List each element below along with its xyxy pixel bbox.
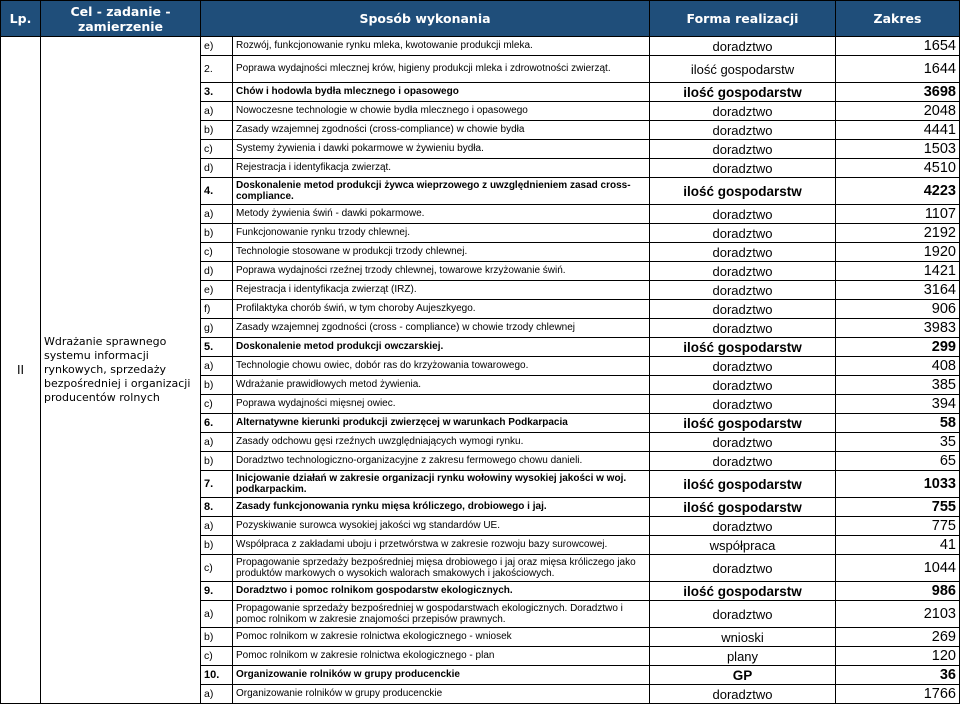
item-value: 299 <box>836 338 960 357</box>
item-description: Doskonalenie metod produkcji owczarskiej. <box>233 338 650 357</box>
item-form: doradztwo <box>650 319 836 338</box>
item-form: doradztwo <box>650 281 836 300</box>
item-number: 10. <box>201 666 233 685</box>
item-form: doradztwo <box>650 452 836 471</box>
item-value: 385 <box>836 376 960 395</box>
item-form: doradztwo <box>650 376 836 395</box>
item-form: doradztwo <box>650 517 836 536</box>
item-value: 2103 <box>836 601 960 628</box>
item-value: 1107 <box>836 205 960 224</box>
item-number: a) <box>201 357 233 376</box>
item-number: 9. <box>201 582 233 601</box>
item-description: Wdrażanie prawidłowych metod żywienia. <box>233 376 650 395</box>
item-description: Rejestracja i identyfikacja zwierząt (IRZ). <box>233 281 650 300</box>
item-number: e) <box>201 281 233 300</box>
item-form: GP <box>650 666 836 685</box>
item-value: 1766 <box>836 685 960 704</box>
header-forma: Forma realizacji <box>650 1 836 37</box>
item-form: doradztwo <box>650 37 836 56</box>
item-number: c) <box>201 395 233 414</box>
item-description: Technologie chowu owiec, dobór ras do krzyżowania towarowego. <box>233 357 650 376</box>
item-value: 1033 <box>836 471 960 498</box>
item-description: Systemy żywienia i dawki pokarmowe w żywieniu bydła. <box>233 140 650 159</box>
item-value: 4441 <box>836 121 960 140</box>
item-value: 3698 <box>836 83 960 102</box>
item-form: doradztwo <box>650 140 836 159</box>
item-value: 4510 <box>836 159 960 178</box>
item-form: ilość gospodarstw <box>650 471 836 498</box>
item-description: Propagowanie sprzedaży bezpośredniej w gospodarstwach ekologicznych. Doradztwo i pomoc rolnikom w zakresie znajomości przepisów prawnych. <box>233 601 650 628</box>
item-number: b) <box>201 536 233 555</box>
item-description: Technologie stosowane w produkcji trzody chlewnej. <box>233 243 650 262</box>
item-number: b) <box>201 628 233 647</box>
item-number: e) <box>201 37 233 56</box>
item-value: 1644 <box>836 56 960 83</box>
item-description: Rozwój, funkcjonowanie rynku mleka, kwotowanie produkcji mleka. <box>233 37 650 56</box>
item-value: 65 <box>836 452 960 471</box>
goal-cell: Wdrażanie sprawnego systemu informacji rynkowych, sprzedaży bezpośredniej i organizacji producentów rolnych <box>41 37 201 704</box>
table-row <box>1 37 960 56</box>
item-number: 7. <box>201 471 233 498</box>
item-number: d) <box>201 262 233 281</box>
item-number: 3. <box>201 83 233 102</box>
item-description: Propagowanie sprzedaży bezpośredniej mięsa drobiowego i jaj oraz mięsa króliczego jako produktów markowych o wysokich walorach smakowych i jakościowych. <box>233 555 650 582</box>
item-form: doradztwo <box>650 262 836 281</box>
item-description: Nowoczesne technologie w chowie bydła mlecznego i opasowego <box>233 102 650 121</box>
item-description: Profilaktyka chorób świń, w tym choroby Aujeszkyego. <box>233 300 650 319</box>
item-description: Alternatywne kierunki produkcji zwierzęcej w warunkach Podkarpacia <box>233 414 650 433</box>
item-value: 1654 <box>836 37 960 56</box>
item-description: Organizowanie rolników w grupy producenckie <box>233 685 650 704</box>
item-description: Poprawa wydajności mlecznej krów, higieny produkcji mleka i zdrowotności zwierząt. <box>233 56 650 83</box>
row-number: II <box>1 37 41 704</box>
item-value: 755 <box>836 498 960 517</box>
item-form: ilość gospodarstw <box>650 56 836 83</box>
item-description: Metody żywienia świń - dawki pokarmowe. <box>233 205 650 224</box>
item-number: b) <box>201 121 233 140</box>
header-cel: Cel - zadanie - zamierzenie <box>41 1 201 37</box>
item-description: Doradztwo technologiczno-organizacyjne z zakresu fermowego chowu danieli. <box>233 452 650 471</box>
item-number: c) <box>201 243 233 262</box>
item-value: 58 <box>836 414 960 433</box>
item-form: współpraca <box>650 536 836 555</box>
item-value: 986 <box>836 582 960 601</box>
item-description: Doradztwo i pomoc rolnikom gospodarstw ekologicznych. <box>233 582 650 601</box>
item-value: 2192 <box>836 224 960 243</box>
item-number: d) <box>201 159 233 178</box>
item-number: a) <box>201 205 233 224</box>
item-description: Chów i hodowla bydła mlecznego i opasowego <box>233 83 650 102</box>
item-form: plany <box>650 647 836 666</box>
item-value: 36 <box>836 666 960 685</box>
item-description: Doskonalenie metod produkcji żywca wieprzowego z uwzględnieniem zasad cross-compliance. <box>233 178 650 205</box>
table-body <box>1 37 960 704</box>
item-form: doradztwo <box>650 102 836 121</box>
item-number: 5. <box>201 338 233 357</box>
item-number: 6. <box>201 414 233 433</box>
item-value: 120 <box>836 647 960 666</box>
item-description: Poprawa wydajności rzeźnej trzody chlewnej, towarowe krzyżowanie świń. <box>233 262 650 281</box>
item-number: c) <box>201 140 233 159</box>
header-zakres: Zakres <box>836 1 960 37</box>
item-value: 3164 <box>836 281 960 300</box>
item-number: 2. <box>201 56 233 83</box>
item-form: doradztwo <box>650 300 836 319</box>
item-form: ilość gospodarstw <box>650 498 836 517</box>
item-number: a) <box>201 102 233 121</box>
item-form: doradztwo <box>650 357 836 376</box>
item-form: doradztwo <box>650 555 836 582</box>
item-form: doradztwo <box>650 205 836 224</box>
item-form: ilość gospodarstw <box>650 83 836 102</box>
item-form: doradztwo <box>650 601 836 628</box>
item-value: 906 <box>836 300 960 319</box>
item-form: wnioski <box>650 628 836 647</box>
item-number: 8. <box>201 498 233 517</box>
item-form: ilość gospodarstw <box>650 414 836 433</box>
item-description: Organizowanie rolników w grupy producenckie <box>233 666 650 685</box>
header-lp: Lp. <box>1 1 41 37</box>
item-form: doradztwo <box>650 224 836 243</box>
item-value: 1421 <box>836 262 960 281</box>
header-row <box>1 1 960 37</box>
item-description: Funkcjonowanie rynku trzody chlewnej. <box>233 224 650 243</box>
item-description: Poprawa wydajności mięsnej owiec. <box>233 395 650 414</box>
item-form: doradztwo <box>650 395 836 414</box>
item-description: Zasady wzajemnej zgodności (cross - compliance) w chowie trzody chlewnej <box>233 319 650 338</box>
item-description: Rejestracja i identyfikacja zwierząt. <box>233 159 650 178</box>
item-number: a) <box>201 685 233 704</box>
item-description: Zasady wzajemnej zgodności (cross-compliance) w chowie bydła <box>233 121 650 140</box>
item-number: c) <box>201 555 233 582</box>
item-form: doradztwo <box>650 433 836 452</box>
item-value: 3983 <box>836 319 960 338</box>
item-number: b) <box>201 452 233 471</box>
item-value: 1044 <box>836 555 960 582</box>
item-description: Inicjowanie działań w zakresie organizacji rynku wołowiny wysokiej jakości w woj. podkarpackim. <box>233 471 650 498</box>
item-value: 1920 <box>836 243 960 262</box>
item-description: Pozyskiwanie surowca wysokiej jakości wg standardów UE. <box>233 517 650 536</box>
item-form: doradztwo <box>650 685 836 704</box>
item-description: Pomoc rolnikom w zakresie rolnictwa ekologicznego - wniosek <box>233 628 650 647</box>
item-form: ilość gospodarstw <box>650 582 836 601</box>
item-form: ilość gospodarstw <box>650 338 836 357</box>
item-value: 408 <box>836 357 960 376</box>
item-value: 2048 <box>836 102 960 121</box>
item-number: c) <box>201 647 233 666</box>
item-number: a) <box>201 601 233 628</box>
item-number: a) <box>201 517 233 536</box>
item-number: a) <box>201 433 233 452</box>
item-number: b) <box>201 224 233 243</box>
item-form: doradztwo <box>650 243 836 262</box>
item-form: doradztwo <box>650 121 836 140</box>
item-value: 41 <box>836 536 960 555</box>
item-value: 775 <box>836 517 960 536</box>
item-number: g) <box>201 319 233 338</box>
item-description: Zasady funkcjonowania rynku mięsa króliczego, drobiowego i jaj. <box>233 498 650 517</box>
item-description: Współpraca z zakładami uboju i przetwórstwa w zakresie rozwoju bazy surowcowej. <box>233 536 650 555</box>
item-number: f) <box>201 300 233 319</box>
item-form: ilość gospodarstw <box>650 178 836 205</box>
item-value: 269 <box>836 628 960 647</box>
item-description: Pomoc rolnikom w zakresie rolnictwa ekologicznego - plan <box>233 647 650 666</box>
item-value: 1503 <box>836 140 960 159</box>
header-sposob: Sposób wykonania <box>201 1 650 37</box>
item-value: 394 <box>836 395 960 414</box>
item-number: 4. <box>201 178 233 205</box>
item-form: doradztwo <box>650 159 836 178</box>
item-description: Zasady odchowu gęsi rzeźnych uwzględniających wymogi rynku. <box>233 433 650 452</box>
item-number: b) <box>201 376 233 395</box>
item-value: 35 <box>836 433 960 452</box>
item-value: 4223 <box>836 178 960 205</box>
